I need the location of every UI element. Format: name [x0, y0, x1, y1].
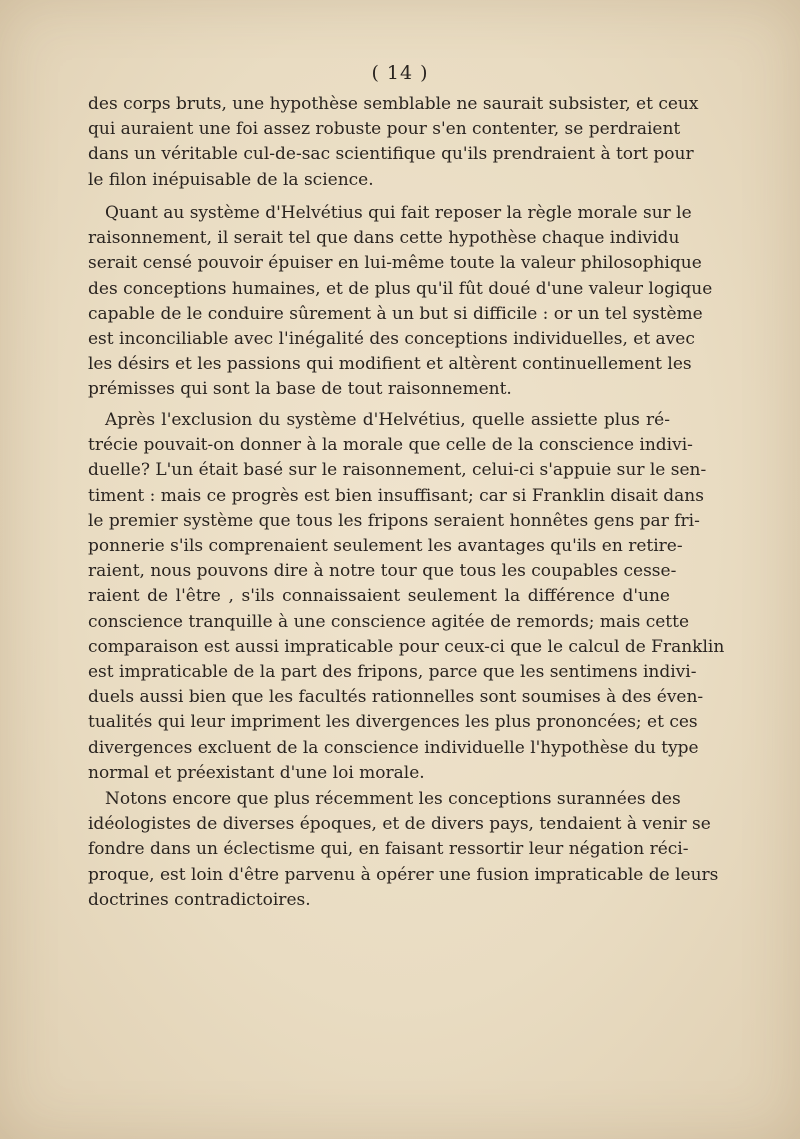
text-line: est impraticable de la part des fripons, parce que les sentimens indivi- [88, 662, 697, 683]
text-line: ponnerie s'ils comprenaient seulement les avantages qu'ils en retire- [88, 536, 683, 557]
text-line: des conceptions humaines, et de plus qu'il fût doué d'une valeur logique [88, 278, 713, 299]
text-line: duels aussi bien que les facultés rationnelles sont soumises à des éven- [88, 687, 704, 708]
text-line: duelle? L'un était basé sur le raisonnement, celui-ci s'appuie sur le sen- [88, 460, 707, 481]
text-line: est inconciliable avec l'inégalité des conceptions individuelles, et avec [88, 329, 695, 350]
text-line: normal et préexistant d'une loi morale. [88, 762, 425, 783]
text-line: tualités qui leur impriment les divergences les plus prononcées; et ces [88, 712, 698, 733]
text-line: serait censé pouvoir épuiser en lui-même toute la valeur philosophique [88, 253, 702, 274]
paragraph-individual-conscience [88, 408, 725, 786]
text-line: le filon inépuisable de la science. [88, 169, 374, 190]
text-line: dans un véritable cul-de-sac scientifique qu'ils prendraient à tort pour [88, 144, 694, 165]
text-line: doctrines contradictoires. [88, 889, 311, 910]
text-line: raient de l'être , s'ils connaissaient seulement la différence d'une [88, 586, 670, 607]
text-line: les désirs et les passions qui modifient et altèrent continuellement les [88, 354, 692, 375]
text-line: le premier système que tous les fripons seraient honnêtes gens par fri- [88, 510, 700, 531]
text-line: trécie pouvait-on donner à la morale que celle de la conscience indivi- [88, 435, 693, 456]
text-line: Après l'exclusion du système d'Helvétius, quelle assiette plus ré- [105, 410, 670, 430]
text-line: raient, nous pouvons dire à notre tour que tous les coupables cesse- [88, 561, 677, 582]
text-line: raisonnement, il serait tel que dans cette hypothèse chaque individu [88, 228, 680, 249]
page-number: ( 14 ) [371, 62, 429, 84]
text-line: prémisses qui sont la base de tout raisonnement. [88, 379, 512, 400]
paragraph-continuation [88, 92, 699, 193]
text-line: idéologistes de diverses époques, et de divers pays, tendaient à venir se [88, 814, 711, 835]
text-line: comparaison est aussi impraticable pour ceux-ci que le calcul de Franklin [88, 636, 725, 657]
text-line: qui auraient une foi assez robuste pour s'en contenter, se perdraient [88, 119, 681, 140]
text-line: proque, est loin d'être parvenu à opérer une fusion impraticable de leurs [88, 864, 719, 885]
text-line: conscience tranquille à une conscience agitée de remords; mais cette [88, 611, 690, 632]
text-line: fondre dans un éclectisme qui, en faisant ressortir leur négation réci- [88, 839, 689, 860]
text-line: capable de le conduire sûrement à un but si difficile : or un tel système [88, 303, 703, 324]
paragraph-helvetius-system [88, 201, 713, 403]
text-line: divergences excluent de la conscience individuelle l'hypothèse du type [88, 737, 699, 758]
text-line: des corps bruts, une hypothèse semblable ne saurait subsister, et ceux [88, 94, 699, 114]
paragraph-eclecticism [88, 787, 719, 913]
text-line: timent : mais ce progrès est bien insuffisant; car si Franklin disait dans [88, 485, 704, 506]
text-line: Quant au système d'Helvétius qui fait reposer la règle morale sur le [105, 203, 692, 223]
text-line: Notons encore que plus récemment les conceptions surannées des [105, 789, 681, 809]
